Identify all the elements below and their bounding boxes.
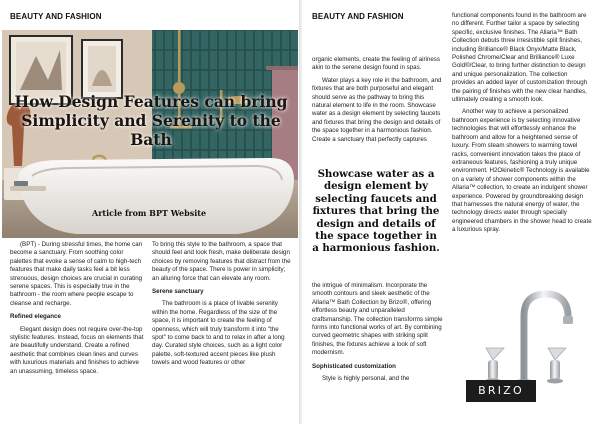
paragraph: Another way to achieve a personalized bathroom experience is by selecting innovative technologies that will effortlessly enhance the bathroom and allow for a heightened sense of luxury. From steam showers to warming towel racks, convenient innovation takes the place of extraneous features, fashioning a truly unique environment. H2Okinetic® Technology is available on a variety of shower components within the Allaria™ collection, to create an indulgent shower experience. Powered by groundbreaking design that harnesses the natural energy of water, the technology directs water through specially engineered chambers in the shower head to create a luxurious spray. <box>452 108 592 234</box>
article-credit: Article from BPT Website <box>92 208 207 218</box>
right-column-1-bottom <box>312 282 444 387</box>
paragraph: To bring this style to the bathroom, a space that should feel and look fresh, make deliberate design choices by removing features that distract from the beauty of the space. There is power in simplicity; an alluring force that can elevate any room. <box>152 241 291 282</box>
subhead-sophisticated-customization: Sophisticated customization <box>312 362 396 370</box>
paragraph: Water plays a key role in the bathroom, and fixtures that are both purposeful and elegant should serve as the pathway to bring this natural element to life in the room. Showcase water as a design element by selecting faucets and fixtures that bring the design and details of the space together in a harmonious fashion. Create a sanctuary that perfectly captures <box>312 76 442 143</box>
paragraph: (BPT) - During stressful times, the home can become a sanctuary. From soothing color palettes that evoke a sense of calm to high-tech features that make daily tasks feel a bit less strenuous, design choices are crucial in curating serene spaces. This is especially true in the bathroom - the room where people escape to cleanse and recharge. <box>10 241 143 307</box>
brizo-logo: BRIZO <box>466 380 536 402</box>
paragraph: the intrigue of minimalism. Incorporate the smooth contours and sleek aesthetic of the Allaria™ Bath Collection by Brizo®, offering effortless beauty and unparalleled craftsmanship. The collection transforms simple forms into functional works of art. By combining curved geometric shapes with striking split finishes, the fixtures achieve a look of soft modernism. <box>312 282 443 357</box>
subhead-refined-elegance: Refined elegance <box>10 313 61 321</box>
paragraph: functional components found in the bathroom are no different. Further tailor a space by selecting specific, exclusive finishes. The Allaria™ Bath Collection debuts three irresistible split finishes, including Brilliance® Black Onyx/Matte Black, Polished Chrome/Clear and Brilliance® Luxe Gold®/Clear, to bring further distinction to design and unique personalization. The collection provides an added layer of customization through the pairing of finishes with the new clear handles, ultimately creating a smooth look. <box>452 12 588 104</box>
paragraph: The bathroom is a place of livable serenity within the home. Regardless of the size of the space, it is important to create the feeling of openness, which will truly transform it into "the spot" to come back to and to relax in after a long day. Curated style choices, such as a light color palette, soft-textured accent pieces like plush towels and wood features or other <box>152 300 285 367</box>
paragraph: Elegant design does not require over-the-top stylistic features. Instead, focus on elements that are beautifully understand. Create a refined aesthetic that combines clean lines and curves with luxurious materials and finishes to achieve an unassuming, timeless space. <box>10 325 144 375</box>
subhead-serene-sanctuary: Serene sanctuary <box>152 288 204 296</box>
section-label: BEAUTY AND FASHION <box>10 12 102 21</box>
section-label: BEAUTY AND FASHION <box>312 12 404 21</box>
right-page <box>302 0 600 424</box>
pull-quote: Showcase water as a design element by selecting faucets and fixtures that bring the design and details of the space together in a harmonious fashion. <box>312 168 440 255</box>
left-column-2 <box>152 241 292 372</box>
left-column-1 <box>10 241 146 380</box>
right-column-1-top <box>312 56 444 148</box>
headline: How Design Features can bring Simplicity and Serenity to the Bath <box>14 92 288 149</box>
paragraph: Style is highly personal, and the <box>322 375 410 383</box>
paragraph: organic elements, create the feeling of airiness akin to the serene design found in spas. <box>312 56 440 72</box>
right-column-2 <box>452 12 592 239</box>
